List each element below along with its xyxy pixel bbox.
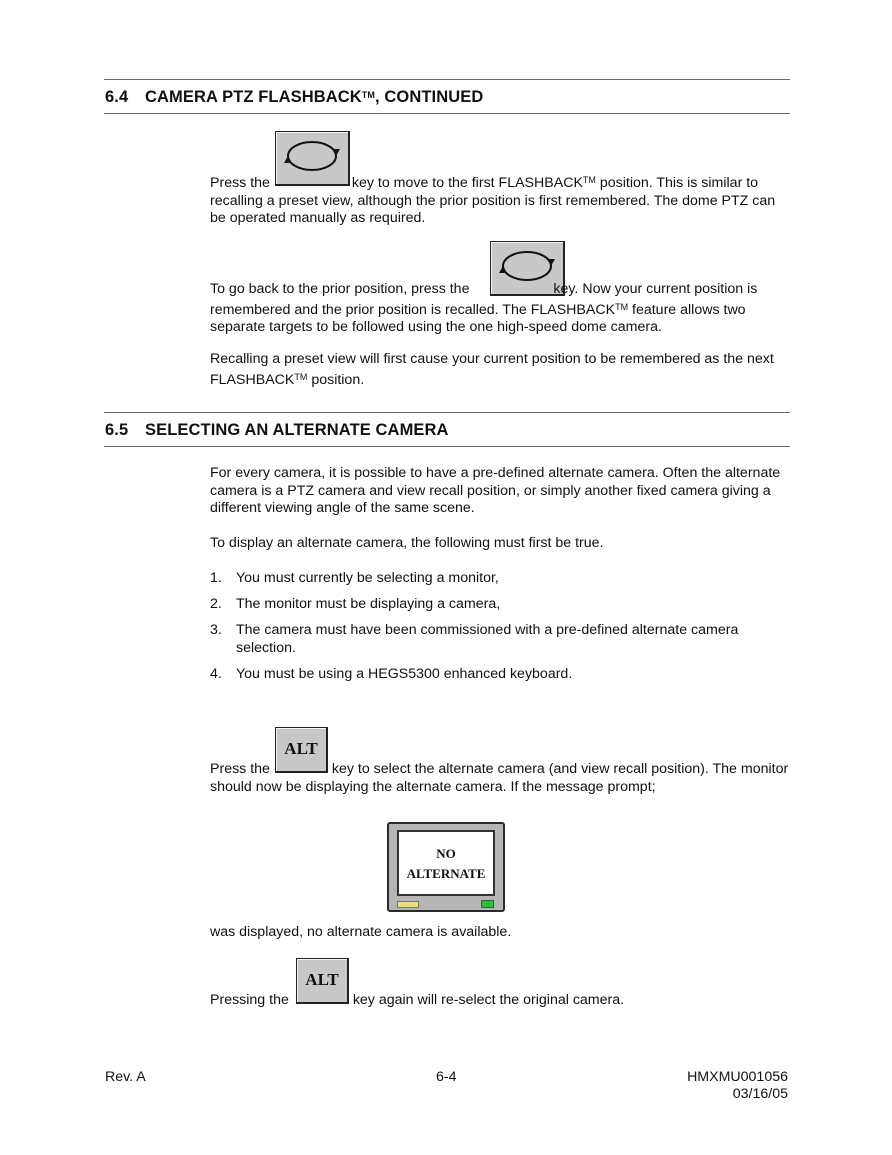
monitor-icon [387,822,505,912]
paragraph-flashback-return: To go back to the prior position, press the key. Now your current position is remembered and the prior position is recalled. The FLASHBACK™ feature allows two separate targets to be followed using the one high-speed dome camera. [210,281,758,336]
footer-revision: Rev. A [105,1069,146,1085]
paragraph-alternate-requirements: To display an alternate camera, the following must first be true. [210,535,604,551]
alt-key-label: ALT [305,970,339,989]
top-rule [104,79,790,80]
section-heading-6-4 [105,88,483,107]
section-number: 6.4 [105,88,129,106]
footer-document-id [687,1069,788,1103]
section-rule [104,412,790,413]
paragraph-flashback-preset: Recalling a preset view will first cause your current position to be remembered as the next FLASHBACK™ position. [210,351,774,388]
alt-key-label: ALT [284,739,318,758]
section-title: CAMERA PTZ FLASHBACK [145,88,362,106]
section-heading-6-5 [105,421,449,440]
section-number: 6.5 [105,421,129,439]
paragraph-alternate-intro: For every camera, it is possible to have a pre-defined alternate camera. Often the alternate camera is a PTZ camera and view recall position, or simply another fixed camera giving a different viewing angle of the same scene. [210,465,781,517]
section-title-suffix: , CONTINUED [375,88,484,106]
monitor-screen [397,830,495,896]
monitor-yellow-indicator [397,901,419,908]
monitor-message-line1: NO [436,846,456,861]
monitor-message-line2: ALTERNATE [406,866,486,881]
paragraph-alt-reselect: Pressing the key again will re-select the original camera. [210,992,625,1008]
heading-underline [104,446,790,447]
paragraph-alt-press: Press the key to select the alternate camera (and view recall position). The monitor should now be displaying the alternate camera. If the message prompt; [210,761,789,795]
footer-page-number: 6-4 [436,1069,457,1085]
heading-underline [104,113,790,114]
document-date: 03/16/05 [732,1086,788,1102]
paragraph-flashback-press: Press the key to move to the first FLASHBACK™ position. This is similar to recalling a preset view, although the prior position is first remembered. The dome PTZ can be operated manually as required. [210,175,776,227]
trademark-mark: TM [361,90,375,100]
monitor-green-indicator [481,900,494,908]
paragraph-no-alternate: was displayed, no alternate camera is available. [210,924,512,940]
document-number: HMXMU001056 [687,1069,788,1085]
section-title: SELECTING AN ALTERNATE CAMERA [145,421,449,439]
